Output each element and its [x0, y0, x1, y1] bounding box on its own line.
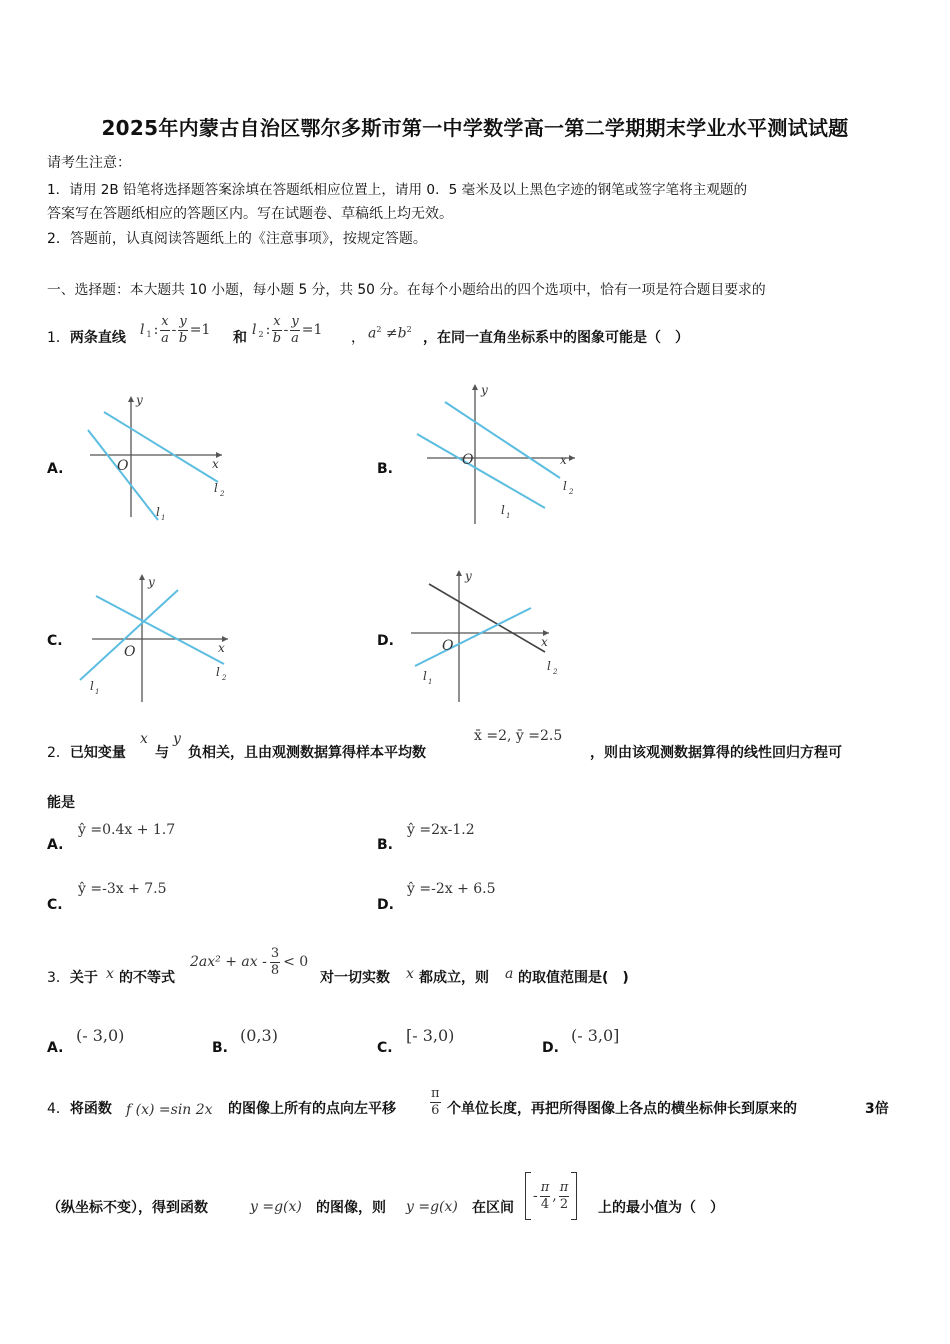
q4-interval: - $\frac{\pi}{4}$ , $\frac{\pi}{2}$ — [525, 1170, 577, 1222]
x-label: x — [560, 453, 567, 467]
q4-shift-fraction: $\frac{\pi}{6}$ — [431, 1086, 440, 1118]
section-heading: 一、选择题：本大题共 10 小题，每小题 5 分，共 50 分。在每个小题给出的四个选项中，恰有一项是符合题目要求的 — [47, 282, 766, 298]
q1-graph-b — [405, 380, 585, 528]
q3-text-4: 都成立，则 — [419, 970, 489, 986]
x-axis-arrow — [569, 455, 575, 461]
q4-text-7: 在区间 — [472, 1200, 514, 1216]
q4-text-3b: 3倍 — [865, 1101, 889, 1117]
y-label: y — [465, 569, 472, 583]
y-axis-arrow — [128, 396, 134, 402]
q1-stem — [47, 327, 126, 347]
q2-option-b-label[interactable]: B. — [377, 837, 393, 853]
line-l1 — [80, 590, 178, 680]
q1-text-2: ，在同一直角坐标系中的图象可能是（ ） — [423, 330, 689, 346]
origin-label: O — [462, 452, 474, 468]
q2-option-a-equation[interactable]: ŷ =0.4x + 1.7 — [78, 822, 176, 838]
q1-line-2-equation: l 2 : $\frac{x}{b}$ - $\frac{y}{a}$ =1 — [252, 313, 323, 346]
q3-stem: 3．关于 — [47, 970, 98, 986]
q2-option-b-equation[interactable]: ŷ =2x-1.2 — [407, 822, 475, 838]
q1-option-d-label[interactable]: D. — [377, 633, 394, 649]
q4-function-f: f (x) =sin 2x — [126, 1102, 213, 1118]
q4-text-6: 的图像，则 — [316, 1200, 386, 1216]
q1-graph-d — [405, 566, 563, 706]
y-axis-arrow — [472, 384, 478, 390]
l1-label: l — [423, 669, 427, 683]
q4-text-8: 上的最小值为（ ） — [598, 1200, 724, 1216]
q1-option-b-label[interactable]: B. — [377, 461, 393, 477]
l2-subscript: 2 — [222, 674, 227, 682]
x-label: x — [541, 635, 548, 649]
q3-option-a-label[interactable]: A. — [47, 1040, 64, 1056]
line-l1 — [415, 608, 531, 666]
q3-var-x-2: x — [406, 966, 414, 982]
q2-option-d-equation[interactable]: ŷ =-2x + 6.5 — [407, 881, 496, 897]
l2-label: l — [214, 481, 218, 495]
y-label: y — [481, 383, 488, 397]
q2-means: x̄ =2, ȳ =2.5 — [474, 728, 563, 744]
page-title: 2025年内蒙古自治区鄂尔多斯市第一中学数学高一第二学期期末学业水平测试试题 — [101, 116, 849, 140]
q2-option-d-label[interactable]: D. — [377, 897, 394, 913]
origin-label: O — [442, 638, 454, 654]
q1-option-c-label[interactable]: C. — [47, 633, 63, 649]
q3-option-c-label[interactable]: C. — [377, 1040, 393, 1056]
l1-label: l — [156, 505, 160, 519]
l1-subscript: 1 — [161, 514, 166, 522]
q3-option-b-value[interactable]: (0,3) — [240, 1026, 278, 1045]
l1-label: l — [90, 679, 94, 693]
l2-subscript: 2 — [569, 488, 574, 496]
notice-item-1-line-1: 1．请用 2B 铅笔将选择题答案涂填在答题纸相应位置上，请用 0．5 毫米及以上黑色字迹的钢笔或签字笔将主观题的 — [47, 182, 748, 198]
q2-text-3: 负相关，且由观测数据算得样本平均数 — [188, 745, 426, 761]
q3-option-a-value[interactable]: (- 3,0) — [76, 1026, 125, 1045]
q1-and: 和 — [233, 330, 247, 346]
q4-stem: 4．将函数 — [47, 1101, 112, 1117]
y-axis-arrow — [456, 570, 462, 576]
q1-text-1: 两条直线 — [69, 330, 126, 346]
q3-text-2: 的不等式 — [119, 970, 175, 986]
q1-line-1-equation: l 1 : $\frac{x}{a}$ - $\frac{y}{b}$ =1 — [140, 313, 211, 346]
q3-option-c-value[interactable]: [- 3,0) — [406, 1026, 455, 1045]
y-label: y — [136, 393, 143, 407]
q3-text-3: 对一切实数 — [320, 970, 390, 986]
notice-heading: 请考生注意： — [47, 155, 131, 171]
q2-stem: 2．已知变量 — [47, 745, 126, 761]
q2-text-5: 能是 — [47, 795, 75, 811]
q1-condition: $a^2 \ne b^2$ — [368, 325, 412, 342]
l2-label: l — [563, 479, 567, 493]
q2-option-a-label[interactable]: A. — [47, 837, 64, 853]
q1-comma: ， — [351, 330, 365, 346]
q2-and: 与 — [155, 745, 169, 761]
l2-label: l — [216, 665, 220, 679]
q3-option-d-label[interactable]: D. — [542, 1040, 559, 1056]
l1-subscript: 1 — [506, 512, 511, 520]
q4-text-5: （纵坐标不变），得到函数 — [47, 1200, 208, 1216]
q3-text-5: 的取值范围是( ) — [518, 970, 629, 986]
q4-text-3: 个单位长度，再把所得图像上各点的横坐标伸长到原来的 — [447, 1101, 797, 1117]
q1-option-a-label[interactable]: A. — [47, 461, 64, 477]
q3-option-b-label[interactable]: B. — [212, 1040, 228, 1056]
notice-item-1-line-2: 答案写在答题纸相应的答题区内。写在试题卷、草稿纸上均无效。 — [47, 206, 453, 222]
q2-option-c-equation[interactable]: ŷ =-3x + 7.5 — [78, 881, 167, 897]
q1-graph-a — [80, 392, 230, 524]
l2-label: l — [547, 659, 551, 673]
q3-var-x: x — [106, 966, 114, 982]
q2-option-c-label[interactable]: C. — [47, 897, 63, 913]
y-label: y — [148, 575, 155, 589]
l1-subscript: 1 — [95, 688, 100, 696]
line-l1 — [88, 430, 158, 520]
origin-label: O — [117, 458, 129, 474]
l1-subscript: 1 — [428, 678, 433, 686]
q2-text-4: ，则由该观测数据算得的线性回归方程可 — [590, 745, 842, 761]
q3-inequality: 2ax² + ax - $\frac{3}{8}$ < 0 — [190, 945, 309, 978]
l2-subscript: 2 — [220, 490, 225, 498]
q2-var-y: y — [173, 731, 181, 747]
origin-label: O — [124, 644, 136, 660]
q2-var-x: x — [140, 731, 148, 747]
l2-subscript: 2 — [553, 668, 558, 676]
q3-var-a: a — [505, 966, 514, 982]
l1-label: l — [501, 503, 505, 517]
q1-graph-c — [78, 572, 236, 706]
x-label: x — [212, 457, 219, 471]
line-l1 — [417, 434, 545, 508]
q4-text-2: 的图像上所有的点向左平移 — [228, 1101, 396, 1117]
y-axis-arrow — [139, 574, 145, 580]
q3-option-d-value[interactable]: (- 3,0] — [571, 1026, 620, 1045]
q1-number: 1． — [47, 330, 70, 346]
notice-item-2: 2．答题前，认真阅读答题纸上的《注意事项》，按规定答题。 — [47, 231, 427, 247]
q4-function-g: y =g(x) — [250, 1199, 302, 1215]
x-label: x — [218, 641, 225, 655]
q4-function-g-2: y =g(x) — [406, 1199, 458, 1215]
